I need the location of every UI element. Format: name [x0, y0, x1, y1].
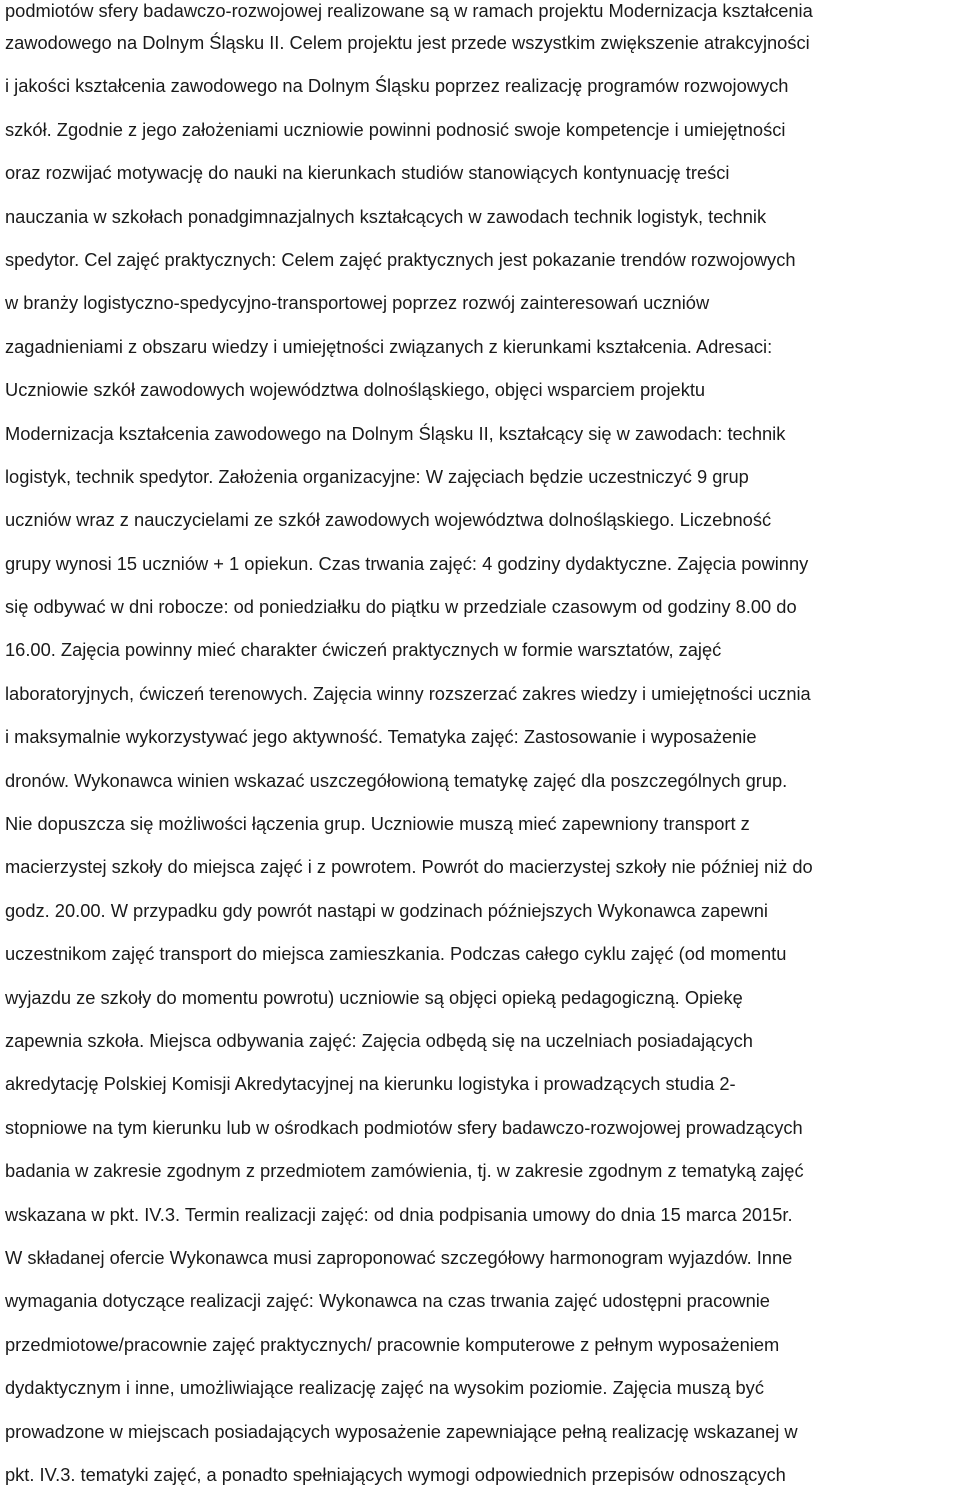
text-line: podmiotów sfery badawczo-rozwojowej realizowane są w ramach projektu Modernizacja kształcenia — [5, 0, 813, 21]
text-line: zawodowego na Dolnym Śląsku II. Celem projektu jest przede wszystkim zwiększenie atrakcyjności — [5, 32, 810, 53]
text-line: wymagania dotyczące realizacji zajęć: Wykonawca na czas trwania zajęć udostępni pracownie — [5, 1290, 770, 1312]
text-line: stopniowe na tym kierunku lub w ośrodkach podmiotów sfery badawczo-rozwojowej prowadzących — [5, 1116, 803, 1138]
text-line: prowadzone w miejscach posiadających wyposażenie zapewniające pełną realizację wskazanej w — [5, 1420, 798, 1442]
text-line: laboratoryjnych, ćwiczeń terenowych. Zajęcia winny rozszerzać zakres wiedzy i umiejętności ucznia — [5, 682, 811, 704]
text-line: akredytację Polskiej Komisji Akredytacyjnej na kierunku logistyka i prowadzących studia 2- — [5, 1073, 736, 1095]
text-line: W składanej ofercie Wykonawca musi zaproponować szczegółowy harmonogram wyjazdów. Inne — [5, 1246, 793, 1268]
text-line: spedytor. Cel zajęć praktycznych: Celem zajęć praktycznych jest pokazanie trendów rozwojowych — [5, 248, 796, 270]
text-line: i maksymalnie wykorzystywać jego aktywność. Tematyka zajęć: Zastosowanie i wyposażenie — [5, 726, 757, 748]
text-line: 16.00. Zajęcia powinny mieć charakter ćwiczeń praktycznych w formie warsztatów, zajęć — [5, 639, 722, 661]
text-line: uczestnikom zajęć transport do miejsca zamieszkania. Podczas całego cyklu zajęć (od momentu — [5, 943, 787, 965]
text-line: zagadnieniami z obszaru wiedzy i umiejętności związanych z kierunkami kształcenia. Adresaci: — [5, 335, 773, 357]
text-line: szkół. Zgodnie z jego założeniami uczniowie powinni podnosić swoje kompetencje i umiejętności — [5, 118, 786, 140]
text-line: wyjazdu ze szkoły do momentu powrotu) uczniowie są objęci opieką pedagogiczną. Opiekę — [5, 986, 743, 1008]
text-line: dronów. Wykonawca winien wskazać uszczegółowioną tematykę zajęć dla poszczególnych grup. — [5, 769, 788, 791]
text-line: Uczniowie szkół zawodowych województwa dolnośląskiego, objęci wsparciem projektu — [5, 379, 706, 401]
text-line: zapewnia szkoła. Miejsca odbywania zajęć: Zajęcia odbędą się na uczelniach posiadających — [5, 1029, 753, 1051]
text-line: oraz rozwijać motywację do nauki na kierunkach studiów stanowiących kontynuację treści — [5, 162, 730, 184]
text-line: Modernizacja kształcenia zawodowego na Dolnym Śląsku II, kształcący się w zawodach: technik — [5, 422, 786, 444]
document-page — [5, 0, 960, 1496]
text-line: godz. 20.00. W przypadku gdy powrót nastąpi w godzinach późniejszych Wykonawca zapewni — [5, 899, 768, 921]
text-line: Nie dopuszcza się możliwości łączenia grup. Uczniowie muszą mieć zapewniony transport z — [5, 813, 750, 835]
text-line: wskazana w pkt. IV.3. Termin realizacji zajęć: od dnia podpisania umowy do dnia 15 marca 2015r. — [5, 1203, 793, 1225]
text-line: i jakości kształcenia zawodowego na Dolnym Śląsku poprzez realizację programów rozwojowych — [5, 75, 789, 97]
text-line: logistyk, technik spedytor. Założenia organizacyjne: W zajęciach będzie uczestniczyć 9 grup — [5, 465, 749, 487]
text-line: uczniów wraz z nauczycielami ze szkół zawodowych województwa dolnośląskiego. Liczebność — [5, 509, 772, 531]
text-line: nauczania w szkołach ponadgimnazjalnych kształcących w zawodach technik logistyk, technik — [5, 205, 767, 227]
text-line: w branży logistyczno-spedycyjno-transportowej poprzez rozwój zainteresowań uczniów — [5, 292, 710, 314]
text-line: dydaktycznym i inne, umożliwiające realizację zajęć na wysokim poziomie. Zajęcia muszą być — [5, 1377, 764, 1399]
text-line: przedmiotowe/pracownie zajęć praktycznych/ pracownie komputerowe z pełnym wyposażeniem — [5, 1333, 780, 1355]
text-line: macierzystej szkoły do miejsca zajęć i z powrotem. Powrót do macierzystej szkoły nie później niż do — [5, 856, 813, 878]
text-line: się odbywać w dni robocze: od poniedziałku do piątku w przedziale czasowym od godziny 8.00 do — [5, 596, 797, 618]
text-line: grupy wynosi 15 uczniów + 1 opiekun. Czas trwania zajęć: 4 godziny dydaktyczne. Zajęcia powinny — [5, 552, 809, 574]
text-line: badania w zakresie zgodnym z przedmiotem zamówienia, tj. w zakresie zgodnym z tematyką zajęć — [5, 1160, 804, 1182]
text-line: pkt. IV.3. tematyki zajęć, a ponadto spełniających wymogi odpowiednich przepisów odnoszących — [5, 1463, 786, 1485]
